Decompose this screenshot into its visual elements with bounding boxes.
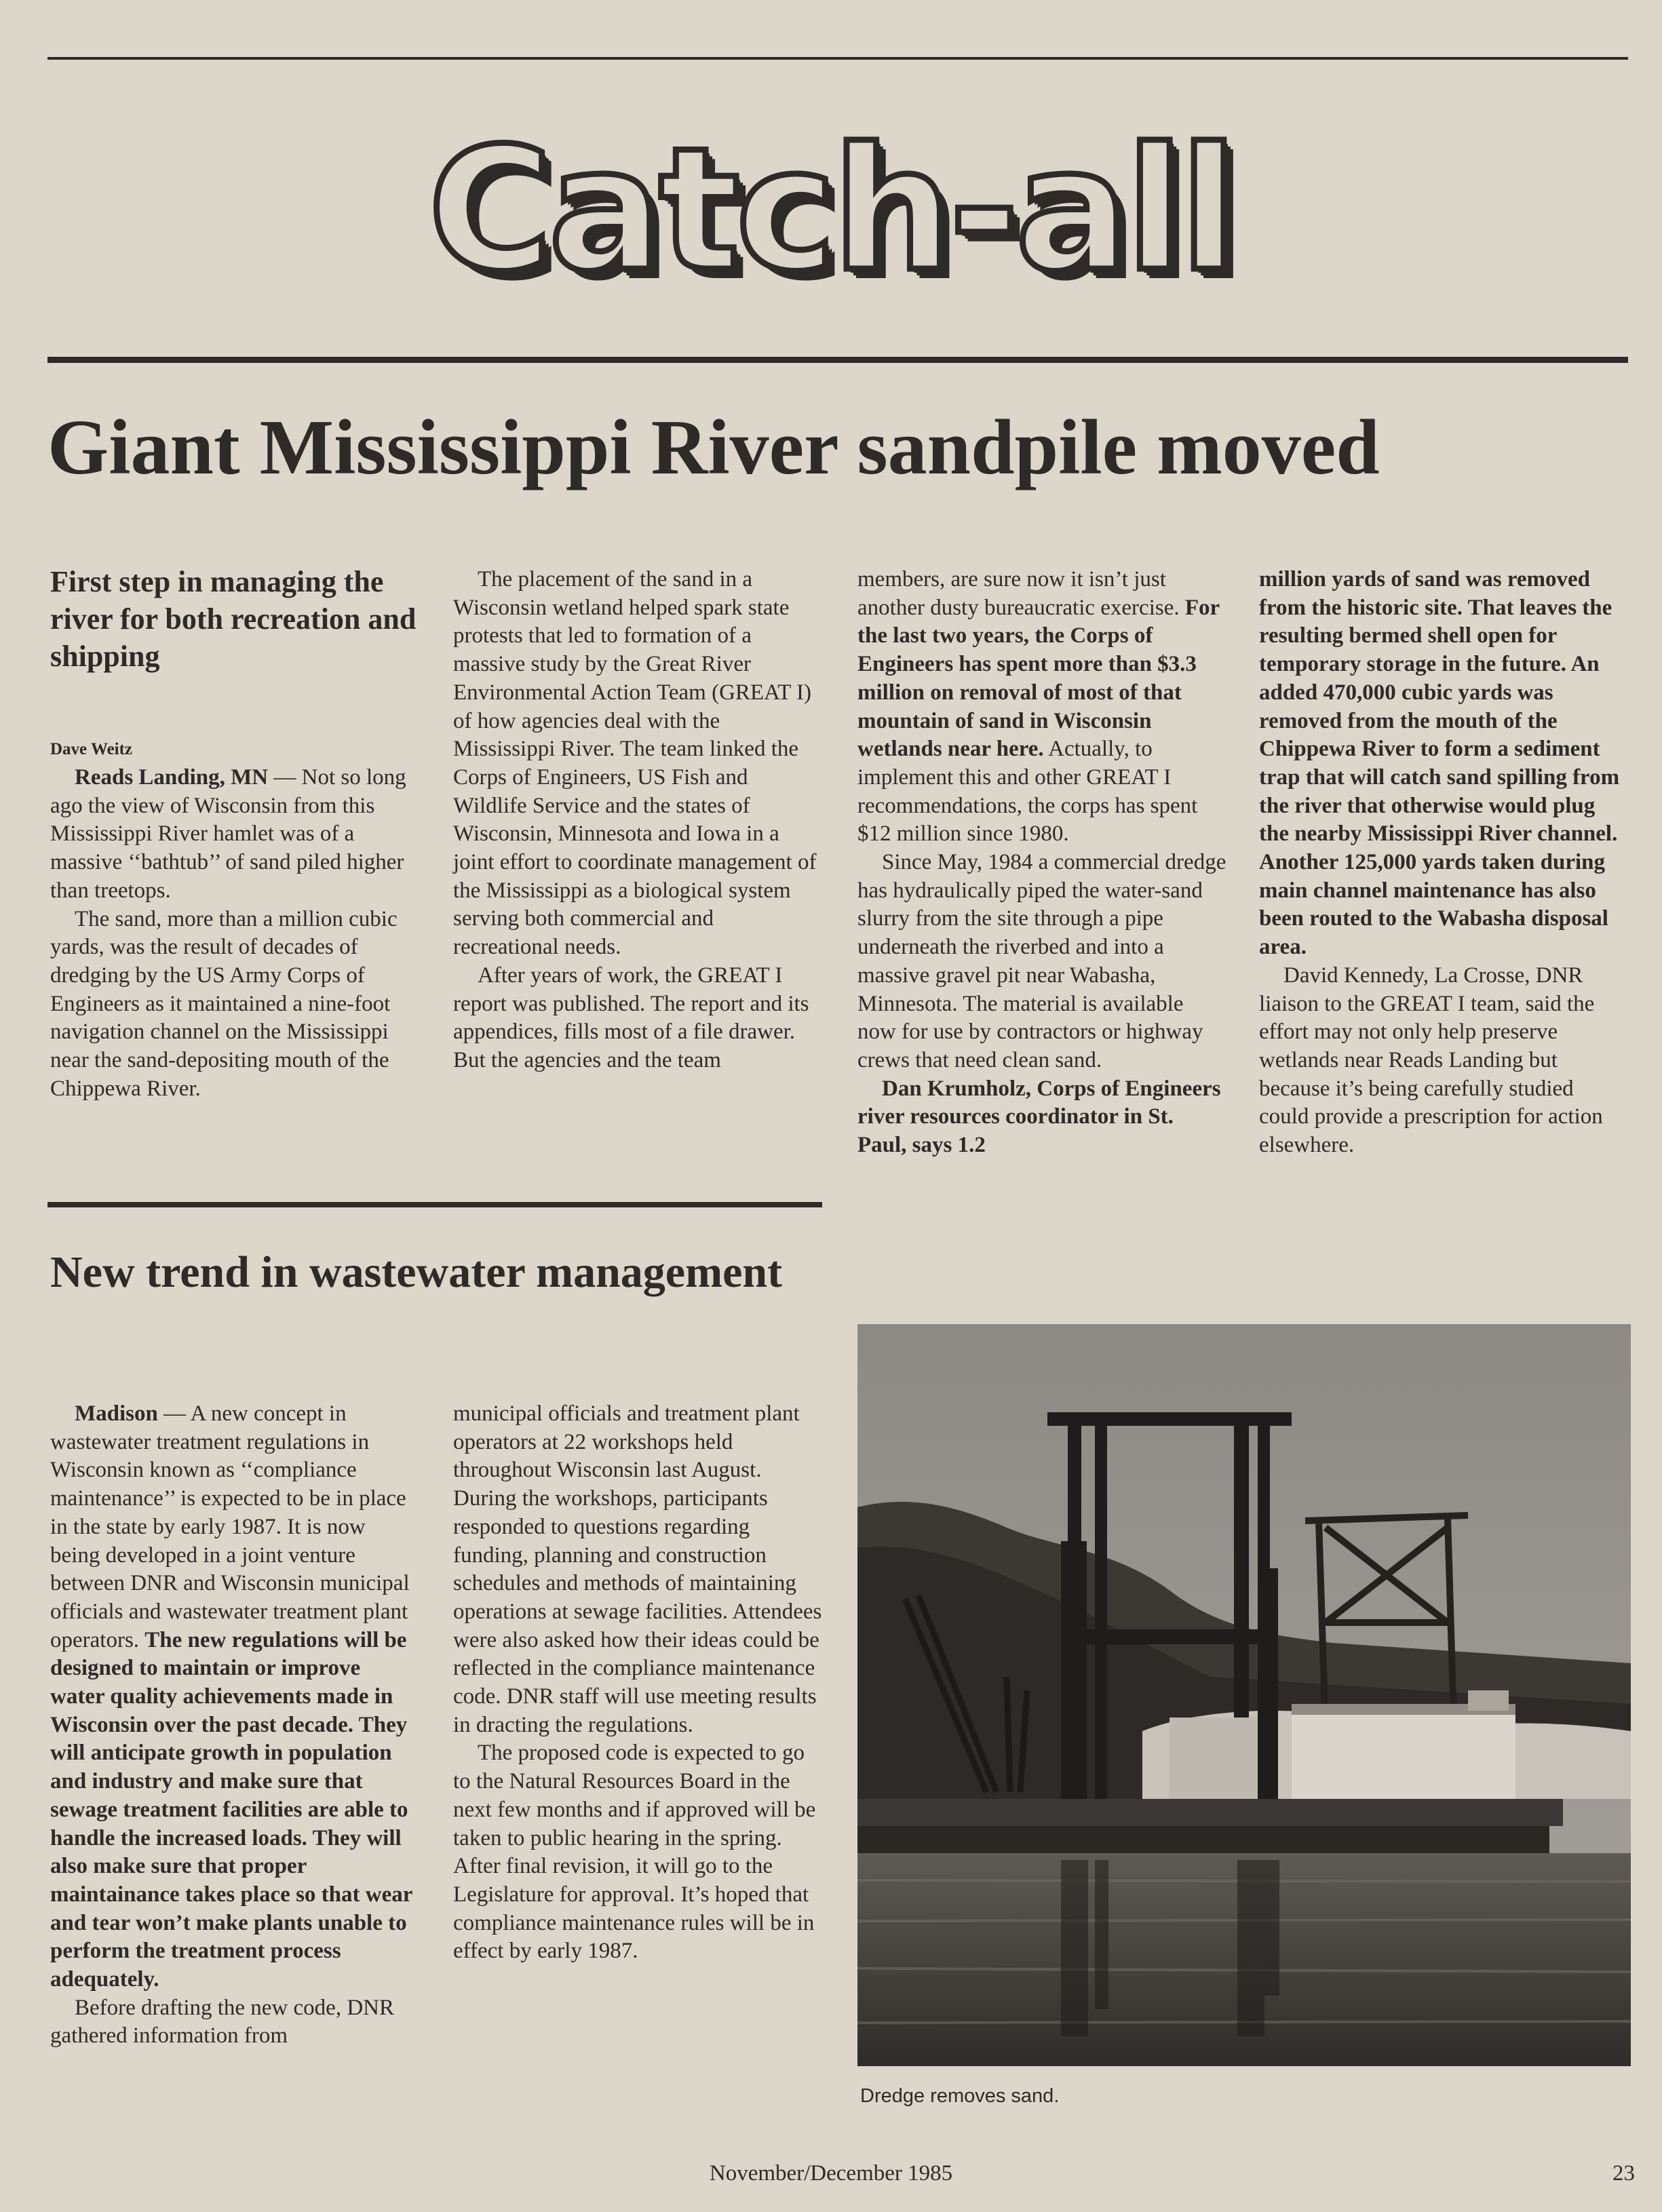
dateline: Madison [75, 1401, 158, 1426]
top-rule [47, 57, 1628, 60]
paragraph-text: members, are sure now it isn’t just another dusty bureaucratic exercise. [857, 567, 1185, 620]
article-deck: First step in managing the river for both recreation and shipping [50, 565, 417, 673]
masthead-rule [47, 357, 1628, 363]
dredge-illustration [857, 1324, 1631, 2066]
photo-caption: Dredge removes sand. [860, 2085, 1060, 2107]
paragraph [857, 566, 1227, 849]
paragraph: Before drafting the new code, DNR gathered information from [50, 1995, 395, 2049]
paragraph: David Kennedy, La Crosse, DNR liaison to the GREAT I team, said the effort may not only help preserve wetlands near Reads Landing but because it’s being carefully studied could provide a prescription for action elsewhere. [1259, 963, 1603, 1158]
article1-column-3 [857, 566, 1227, 1160]
article-headline: Giant Mississippi River sandpile moved [47, 404, 1380, 491]
paragraph: The sand, more than a million cubic yards, was the result of decades of dredging by the US Army Corps of Engineers as it maintained a nine-foot navigation channel on the Mississippi near the sand-depositing mouth of the Chippewa River. [50, 906, 398, 1101]
issue-date: November/December 1985 [709, 2161, 953, 2186]
paragraph-text: — Not so long ago the view of Wisconsin from this Mississippi River hamlet was of a massive ‘‘bathtub’’ of sand piled higher than treetops. [50, 765, 406, 903]
article1-column-4 [1259, 566, 1629, 1160]
article2-column-1 [50, 1400, 420, 2051]
dredge-photo [857, 1324, 1631, 2066]
paragraph: Dan Krumholz, Corps of Engineers river resources coordinator in St. Paul, says 1.2 [857, 1076, 1221, 1158]
paragraph-bold-text: The new regulations will be designed to maintain or improve water quality achievements made in Wisconsin over the past decade. They will anticipate growth in population and industry and make sure that sewage treatment facilities are able to handle the increased loads. They will also make sure that proper maintainance takes place so that wear and tear won’t make plants unable to perform the treatment process adequately. [50, 1627, 412, 1992]
paragraph: million yards of sand was removed from the historic site. That leaves the resulting bermed shell open for temporary storage in the future. An added 470,000 cubic yards was removed from the mouth of the Chippewa River to form a sediment trap that will catch sand spilling from the river that otherwise would plug the nearby Mississippi River channel. Another 125,000 yards taken during main channel maintenance has also been routed to the Wabasha disposal area. [1259, 567, 1620, 960]
paragraph: Since May, 1984 a commercial dredge has hydraulically piped the water-sand slurry from the site through a pipe underneath the riverbed and into a massive gravel pit near Wabasha, Minnesota. The material is available now for use by contractors or highway crews that need clean sand. [857, 850, 1226, 1072]
paragraph: The proposed code is expected to go to the Natural Resources Board in the next few months and if approved will be taken to public hearing in the spring. After final revision, it will go to the Legislature for approval. It’s hoped that compliance maintenance rules will be in effect by early 1987. [453, 1741, 816, 1964]
dateline: Reads Landing, MN [75, 765, 269, 790]
masthead-logo: Catch-all [428, 111, 1234, 309]
paragraph-text: Actually, to implement this and other GREAT I recommendations, the corps has spent $12 million since 1980. [857, 737, 1198, 847]
paragraph-bold-text: For the last two years, the Corps of Engineers has spent more than $3.3 million on removal of most of that mountain of sand in Wisconsin wetlands near here. [857, 595, 1220, 762]
article-headline: New trend in wastewater management [50, 1247, 783, 1297]
article2-column-2 [453, 1400, 823, 1966]
page-number: 23 [1612, 2161, 1635, 2186]
paragraph: After years of work, the GREAT I report was published. The report and its appendices, fills most of a file drawer. But the agencies and the team [453, 963, 809, 1072]
paragraph [50, 764, 420, 906]
paragraph: municipal officials and treatment plant operators at 22 workshops held throughout Wisconsin last August. During the workshops, participants responded to questions regarding funding, planning and construction schedules and methods of maintaining operations at sewage facilities. Attendees were also asked how their ideas could be reflected in the compliance maintenance code. DNR staff will use meeting results in dracting the regulations. [453, 1401, 822, 1737]
article-divider [47, 1202, 822, 1207]
article1-column-1 [50, 764, 420, 1103]
paragraph [50, 1400, 420, 1994]
byline: Dave Weitz [50, 740, 133, 758]
section-masthead [0, 109, 1662, 312]
paragraph-text: — A new concept in wastewater treatment regulations in Wisconsin known as ‘‘compliance maintenance’’ is expected to be in place in the state by early 1987. It is now being developed in a joint venture between DNR and Wisconsin municipal officials and wastewater treatment plant operators. [50, 1401, 410, 1652]
article1-column-2 [453, 566, 823, 1075]
paragraph: The placement of the sand in a Wisconsin wetland helped spark state protests that led to formation of a massive study by the Great River Environmental Action Team (GREAT I) of how agencies deal with the Mississippi River. The team linked the Corps of Engineers, US Fish and Wildlife Service and the states of Wisconsin, Minnesota and Iowa in a joint effort to coordinate management of the Mississippi as a biological system serving both commercial and recreational needs. [453, 567, 817, 960]
